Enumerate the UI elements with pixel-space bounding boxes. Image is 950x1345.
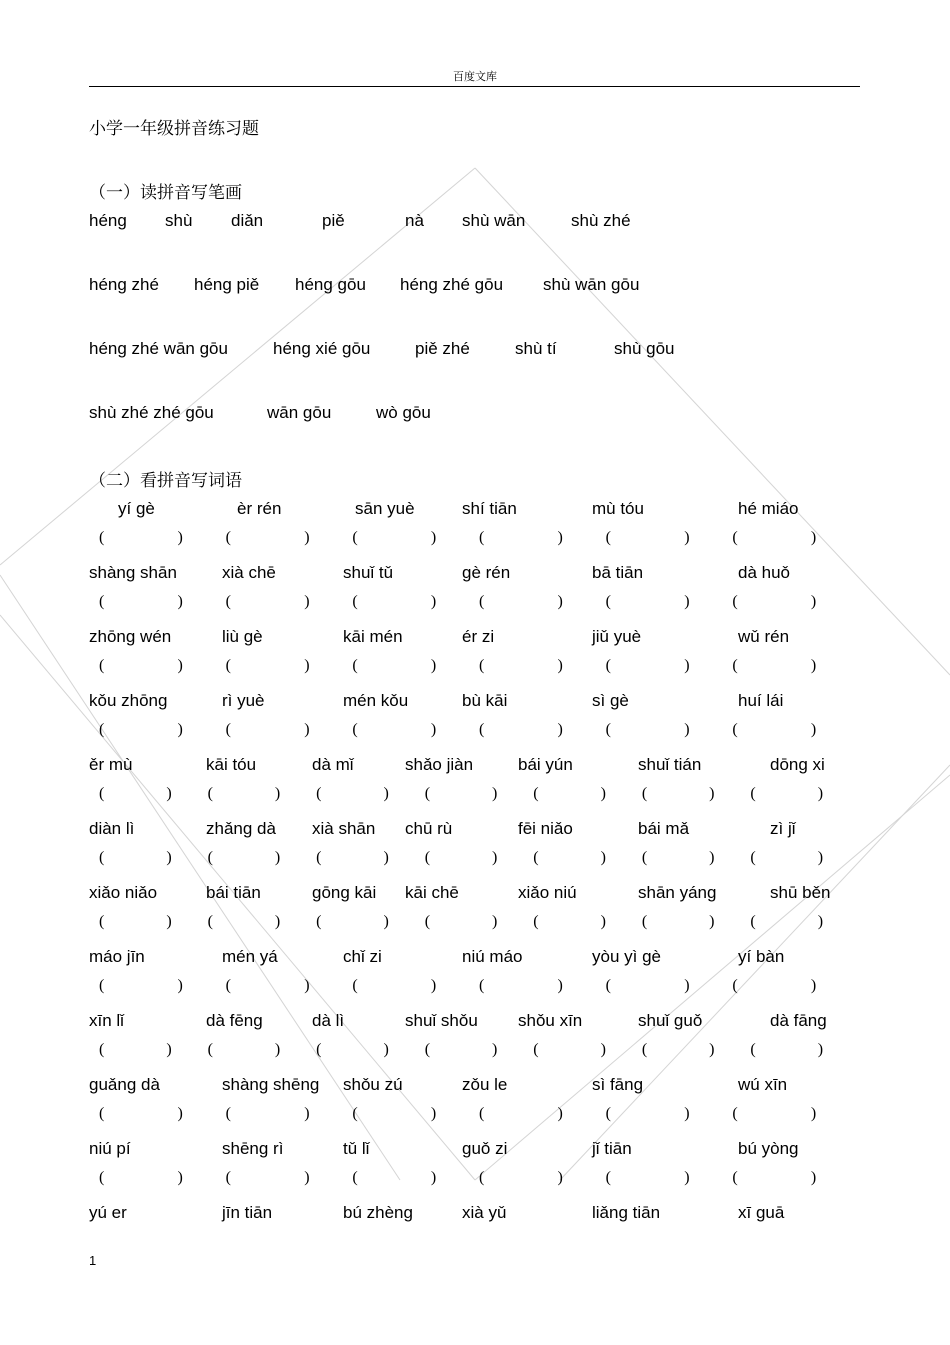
answer-blank-open: ( bbox=[207, 849, 213, 866]
stroke-pinyin: shù zhé bbox=[571, 211, 631, 230]
answer-blank-close: ) bbox=[557, 1169, 563, 1186]
answer-blank-open: ( bbox=[479, 977, 485, 994]
answer-blank-close: ) bbox=[304, 593, 310, 610]
answer-blank-open: ( bbox=[352, 657, 358, 674]
answer-blank-open: ( bbox=[605, 529, 611, 546]
word-pinyin: diàn lì bbox=[89, 819, 135, 838]
word-pinyin: niú máo bbox=[462, 947, 523, 966]
answer-blank-open: ( bbox=[99, 1105, 105, 1122]
answer-blank-close: ) bbox=[817, 849, 824, 866]
answer-blank-open: ( bbox=[99, 529, 105, 546]
word-pinyin: mén kǒu bbox=[343, 691, 409, 710]
section-2-heading: （二）看拼音写词语 bbox=[89, 471, 242, 491]
stroke-pinyin: wān gōu bbox=[267, 403, 332, 422]
answer-blank-open: ( bbox=[99, 1169, 105, 1186]
answer-blank-open: ( bbox=[732, 657, 738, 674]
answer-blank-open: ( bbox=[533, 849, 539, 866]
answer-blank-open: ( bbox=[225, 593, 231, 610]
word-pinyin: liǎng tiān bbox=[592, 1203, 661, 1222]
word-pinyin: wǔ rén bbox=[738, 627, 790, 646]
answer-blank-close: ) bbox=[383, 1041, 389, 1058]
word-pinyin: guǎng dà bbox=[89, 1075, 160, 1094]
answer-blank-open: ( bbox=[479, 657, 485, 674]
answer-blank-close: ) bbox=[492, 785, 498, 802]
answer-blank-close: ) bbox=[430, 1169, 437, 1186]
word-pinyin: mù tóu bbox=[592, 499, 644, 518]
word-pinyin: mén yá bbox=[222, 947, 278, 966]
page-number: 1 bbox=[89, 1253, 97, 1268]
word-pinyin: máo jīn bbox=[89, 947, 145, 966]
answer-blank-open: ( bbox=[225, 1169, 231, 1186]
answer-blank-close: ) bbox=[166, 785, 172, 802]
answer-blank-open: ( bbox=[479, 593, 485, 610]
word-pinyin: kǒu zhōng bbox=[89, 691, 168, 710]
page-header: 百度文库 bbox=[453, 70, 497, 83]
answer-blank-close: ) bbox=[810, 593, 817, 610]
answer-blank-close: ) bbox=[492, 913, 498, 930]
answer-blank-close: ) bbox=[383, 849, 389, 866]
answer-blank-open: ( bbox=[207, 913, 213, 930]
word-pinyin: shān yáng bbox=[638, 883, 717, 902]
answer-blank-open: ( bbox=[641, 785, 648, 802]
answer-blank-open: ( bbox=[225, 529, 231, 546]
answer-blank-open: ( bbox=[316, 849, 322, 866]
answer-blank-open: ( bbox=[641, 913, 648, 930]
stroke-pinyin: héng piě bbox=[194, 275, 260, 294]
word-pinyin: shuǐ shǒu bbox=[405, 1011, 478, 1030]
word-pinyin: bā tiān bbox=[592, 563, 644, 582]
word-pinyin: dōng xi bbox=[770, 755, 825, 774]
word-pinyin: xiǎo niú bbox=[518, 883, 577, 902]
stroke-pinyin: wò gōu bbox=[376, 403, 431, 422]
answer-blank-close: ) bbox=[177, 593, 183, 610]
answer-blank-open: ( bbox=[533, 913, 539, 930]
answer-blank-close: ) bbox=[177, 529, 183, 546]
answer-blank-open: ( bbox=[605, 593, 611, 610]
answer-blank-close: ) bbox=[166, 849, 172, 866]
answer-blank-close: ) bbox=[383, 785, 389, 802]
answer-blank-open: ( bbox=[99, 849, 105, 866]
answer-blank-open: ( bbox=[605, 1169, 611, 1186]
answer-blank-open: ( bbox=[732, 529, 738, 546]
answer-blank-open: ( bbox=[750, 1041, 756, 1058]
stroke-pinyin: shù tí bbox=[515, 339, 557, 358]
answer-blank-close: ) bbox=[810, 1169, 817, 1186]
answer-blank-close: ) bbox=[177, 721, 183, 738]
answer-blank-close: ) bbox=[177, 977, 183, 994]
word-pinyin: xià shān bbox=[312, 819, 376, 838]
word-pinyin: jǐ tiān bbox=[592, 1139, 632, 1158]
stroke-pinyin: héng zhé bbox=[89, 275, 159, 294]
stroke-pinyin: shù wān gōu bbox=[543, 275, 640, 294]
word-pinyin: sì fāng bbox=[592, 1075, 644, 1094]
answer-blank-close: ) bbox=[166, 1041, 172, 1058]
word-pinyin: xiǎo niǎo bbox=[89, 883, 158, 902]
stroke-pinyin: nà bbox=[405, 211, 424, 230]
answer-blank-close: ) bbox=[274, 849, 281, 866]
word-pinyin: yí gè bbox=[118, 499, 155, 518]
answer-blank-close: ) bbox=[709, 1041, 715, 1058]
word-pinyin: ér zi bbox=[462, 627, 495, 646]
answer-blank-open: ( bbox=[750, 785, 756, 802]
section-1-heading: （一）读拼音写笔画 bbox=[89, 183, 242, 203]
word-pinyin: dà fāng bbox=[770, 1011, 827, 1030]
answer-blank-open: ( bbox=[99, 1041, 105, 1058]
word-pinyin: chū rù bbox=[405, 819, 453, 838]
stroke-pinyin: héng xié gōu bbox=[273, 339, 371, 358]
word-pinyin: gè rén bbox=[462, 563, 511, 582]
word-pinyin: zǒu le bbox=[462, 1075, 508, 1094]
word-pinyin: jīn tiān bbox=[222, 1203, 273, 1222]
answer-blank-close: ) bbox=[557, 593, 563, 610]
answer-blank-close: ) bbox=[684, 721, 690, 738]
word-pinyin: xīn lǐ bbox=[89, 1011, 124, 1030]
answer-blank-close: ) bbox=[817, 785, 824, 802]
word-pinyin: hé miáo bbox=[738, 499, 799, 518]
word-pinyin: huí lái bbox=[738, 691, 784, 710]
answer-blank-open: ( bbox=[479, 1105, 485, 1122]
word-pinyin: shàng shēng bbox=[222, 1075, 320, 1094]
answer-blank-open: ( bbox=[207, 785, 213, 802]
answer-blank-open: ( bbox=[732, 1169, 738, 1186]
answer-blank-open: ( bbox=[352, 1169, 358, 1186]
answer-blank-open: ( bbox=[533, 1041, 539, 1058]
answer-blank-close: ) bbox=[430, 721, 437, 738]
answer-blank-close: ) bbox=[600, 913, 606, 930]
answer-blank-close: ) bbox=[684, 593, 690, 610]
answer-blank-close: ) bbox=[810, 1105, 817, 1122]
answer-blank-close: ) bbox=[817, 1041, 824, 1058]
word-pinyin: liù gè bbox=[222, 627, 263, 646]
stroke-pinyin: piě zhé bbox=[415, 339, 470, 358]
answer-blank-close: ) bbox=[304, 529, 310, 546]
answer-blank-close: ) bbox=[684, 977, 690, 994]
answer-blank-open: ( bbox=[424, 913, 431, 930]
answer-blank-open: ( bbox=[732, 1105, 738, 1122]
word-pinyin: shū běn bbox=[770, 883, 831, 902]
answer-blank-close: ) bbox=[684, 657, 690, 674]
answer-blank-close: ) bbox=[709, 849, 715, 866]
answer-blank-open: ( bbox=[99, 913, 105, 930]
word-pinyin: jiǔ yuè bbox=[592, 627, 642, 646]
stroke-pinyin: piě bbox=[322, 211, 345, 230]
word-pinyin: chǐ zi bbox=[343, 947, 382, 966]
word-pinyin: shǒu xīn bbox=[518, 1011, 583, 1030]
word-pinyin: niú pí bbox=[89, 1139, 131, 1158]
word-pinyin: zhǎng dà bbox=[206, 819, 276, 838]
word-pinyin: xī guā bbox=[738, 1203, 785, 1222]
answer-blank-open: ( bbox=[479, 1169, 485, 1186]
answer-blank-open: ( bbox=[352, 977, 358, 994]
word-pinyin: shǎo jiàn bbox=[405, 755, 474, 774]
answer-blank-close: ) bbox=[492, 1041, 498, 1058]
answer-blank-open: ( bbox=[641, 1041, 648, 1058]
word-pinyin: zì jǐ bbox=[770, 819, 796, 838]
word-pinyin: sān yuè bbox=[355, 499, 415, 518]
answer-blank-open: ( bbox=[732, 721, 738, 738]
word-pinyin: bú yòng bbox=[738, 1139, 799, 1158]
answer-blank-open: ( bbox=[424, 785, 431, 802]
word-pinyin: dà lì bbox=[312, 1011, 345, 1030]
word-pinyin: rì yuè bbox=[222, 691, 265, 710]
answer-blank-close: ) bbox=[817, 913, 824, 930]
answer-blank-close: ) bbox=[304, 657, 310, 674]
answer-blank-close: ) bbox=[430, 977, 437, 994]
answer-blank-close: ) bbox=[557, 721, 563, 738]
answer-blank-open: ( bbox=[732, 977, 738, 994]
word-pinyin: tǔ lǐ bbox=[343, 1139, 370, 1158]
answer-blank-close: ) bbox=[600, 785, 606, 802]
word-pinyin: kāi chē bbox=[405, 883, 459, 902]
word-pinyin: shǒu zú bbox=[343, 1075, 403, 1094]
word-pinyin: dà fēng bbox=[206, 1011, 263, 1030]
stroke-pinyin: shù wān bbox=[462, 211, 526, 230]
answer-blank-close: ) bbox=[810, 657, 817, 674]
word-pinyin: dà mǐ bbox=[312, 755, 354, 774]
answer-blank-close: ) bbox=[600, 849, 606, 866]
answer-blank-open: ( bbox=[352, 593, 358, 610]
answer-blank-open: ( bbox=[352, 721, 358, 738]
answer-blank-close: ) bbox=[430, 657, 437, 674]
answer-blank-close: ) bbox=[274, 913, 281, 930]
word-pinyin: shuǐ tián bbox=[638, 755, 702, 774]
answer-blank-open: ( bbox=[533, 785, 539, 802]
answer-blank-close: ) bbox=[810, 529, 817, 546]
stroke-pinyin: shù zhé zhé gōu bbox=[89, 403, 214, 422]
word-pinyin: shuǐ guǒ bbox=[638, 1011, 703, 1030]
answer-blank-close: ) bbox=[492, 849, 498, 866]
word-pinyin: shuǐ tǔ bbox=[343, 563, 394, 582]
document-title: 小学一年级拼音练习题 bbox=[89, 119, 259, 139]
answer-blank-open: ( bbox=[605, 721, 611, 738]
answer-blank-close: ) bbox=[177, 657, 183, 674]
answer-blank-open: ( bbox=[99, 721, 105, 738]
answer-blank-close: ) bbox=[684, 1105, 690, 1122]
answer-blank-open: ( bbox=[225, 977, 231, 994]
word-pinyin: bú zhèng bbox=[343, 1203, 413, 1222]
stroke-pinyin: héng zhé gōu bbox=[400, 275, 504, 294]
answer-blank-close: ) bbox=[177, 1169, 183, 1186]
answer-blank-open: ( bbox=[225, 721, 231, 738]
word-pinyin: wú xīn bbox=[738, 1075, 788, 1094]
answer-blank-close: ) bbox=[557, 977, 563, 994]
word-pinyin: shàng shān bbox=[89, 563, 177, 582]
word-pinyin: fēi niǎo bbox=[518, 819, 573, 838]
answer-blank-open: ( bbox=[750, 849, 756, 866]
answer-blank-open: ( bbox=[352, 529, 358, 546]
word-pinyin: bái tiān bbox=[206, 883, 261, 902]
answer-blank-open: ( bbox=[99, 657, 105, 674]
answer-blank-open: ( bbox=[605, 977, 611, 994]
word-pinyin: xià chē bbox=[222, 563, 276, 582]
answer-blank-close: ) bbox=[166, 913, 172, 930]
answer-blank-close: ) bbox=[304, 721, 310, 738]
word-pinyin: yòu yì gè bbox=[592, 947, 661, 966]
word-pinyin: guǒ zi bbox=[462, 1139, 508, 1158]
answer-blank-close: ) bbox=[810, 977, 817, 994]
answer-blank-open: ( bbox=[641, 849, 648, 866]
stroke-pinyin: shù gōu bbox=[614, 339, 675, 358]
answer-blank-open: ( bbox=[352, 1105, 358, 1122]
header-divider bbox=[89, 86, 860, 87]
answer-blank-close: ) bbox=[557, 529, 563, 546]
answer-blank-close: ) bbox=[557, 657, 563, 674]
answer-blank-close: ) bbox=[274, 1041, 281, 1058]
word-pinyin: gōng kāi bbox=[312, 883, 377, 902]
answer-blank-close: ) bbox=[684, 529, 690, 546]
answer-blank-open: ( bbox=[99, 593, 105, 610]
answer-blank-close: ) bbox=[709, 785, 715, 802]
answer-blank-open: ( bbox=[605, 657, 611, 674]
word-pinyin: bái yún bbox=[518, 755, 573, 774]
answer-blank-close: ) bbox=[557, 1105, 563, 1122]
answer-blank-open: ( bbox=[316, 785, 322, 802]
answer-blank-open: ( bbox=[225, 1105, 231, 1122]
answer-blank-open: ( bbox=[316, 913, 322, 930]
stroke-pinyin: héng bbox=[89, 211, 127, 230]
answer-blank-close: ) bbox=[304, 1169, 310, 1186]
word-pinyin: shí tiān bbox=[462, 499, 517, 518]
word-pinyin: kāi mén bbox=[343, 627, 403, 646]
word-pinyin: zhōng wén bbox=[89, 627, 172, 646]
answer-blank-close: ) bbox=[304, 1105, 310, 1122]
word-pinyin: bù kāi bbox=[462, 691, 508, 710]
word-pinyin: sì gè bbox=[592, 691, 629, 710]
answer-blank-open: ( bbox=[750, 913, 756, 930]
stroke-pinyin: shù bbox=[165, 211, 193, 230]
answer-blank-close: ) bbox=[177, 1105, 183, 1122]
answer-blank-open: ( bbox=[225, 657, 231, 674]
answer-blank-close: ) bbox=[274, 785, 281, 802]
stroke-pinyin: diǎn bbox=[231, 211, 264, 230]
answer-blank-close: ) bbox=[810, 721, 817, 738]
answer-blank-close: ) bbox=[430, 529, 437, 546]
answer-blank-open: ( bbox=[605, 1105, 611, 1122]
answer-blank-open: ( bbox=[479, 529, 485, 546]
answer-blank-open: ( bbox=[316, 1041, 322, 1058]
answer-blank-close: ) bbox=[383, 913, 389, 930]
answer-blank-close: ) bbox=[430, 1105, 437, 1122]
answer-blank-open: ( bbox=[424, 1041, 431, 1058]
word-pinyin: yí bàn bbox=[738, 947, 785, 966]
answer-blank-open: ( bbox=[424, 849, 431, 866]
answer-blank-open: ( bbox=[732, 593, 738, 610]
answer-blank-close: ) bbox=[600, 1041, 606, 1058]
word-pinyin: ěr mù bbox=[89, 755, 133, 774]
word-pinyin: shēng rì bbox=[222, 1139, 284, 1158]
word-pinyin: yú er bbox=[89, 1203, 127, 1222]
word-pinyin: dà huǒ bbox=[738, 563, 790, 582]
word-pinyin: bái mǎ bbox=[638, 819, 690, 838]
answer-blank-open: ( bbox=[207, 1041, 213, 1058]
answer-blank-close: ) bbox=[684, 1169, 690, 1186]
answer-blank-close: ) bbox=[709, 913, 715, 930]
answer-blank-open: ( bbox=[99, 785, 105, 802]
stroke-pinyin: héng gōu bbox=[295, 275, 366, 294]
word-pinyin: èr rén bbox=[237, 499, 282, 518]
answer-blank-open: ( bbox=[99, 977, 105, 994]
stroke-pinyin: héng zhé wān gōu bbox=[89, 339, 228, 358]
word-pinyin: xià yǔ bbox=[462, 1203, 507, 1222]
answer-blank-close: ) bbox=[430, 593, 437, 610]
word-pinyin: kāi tóu bbox=[206, 755, 257, 774]
answer-blank-open: ( bbox=[479, 721, 485, 738]
answer-blank-close: ) bbox=[304, 977, 310, 994]
